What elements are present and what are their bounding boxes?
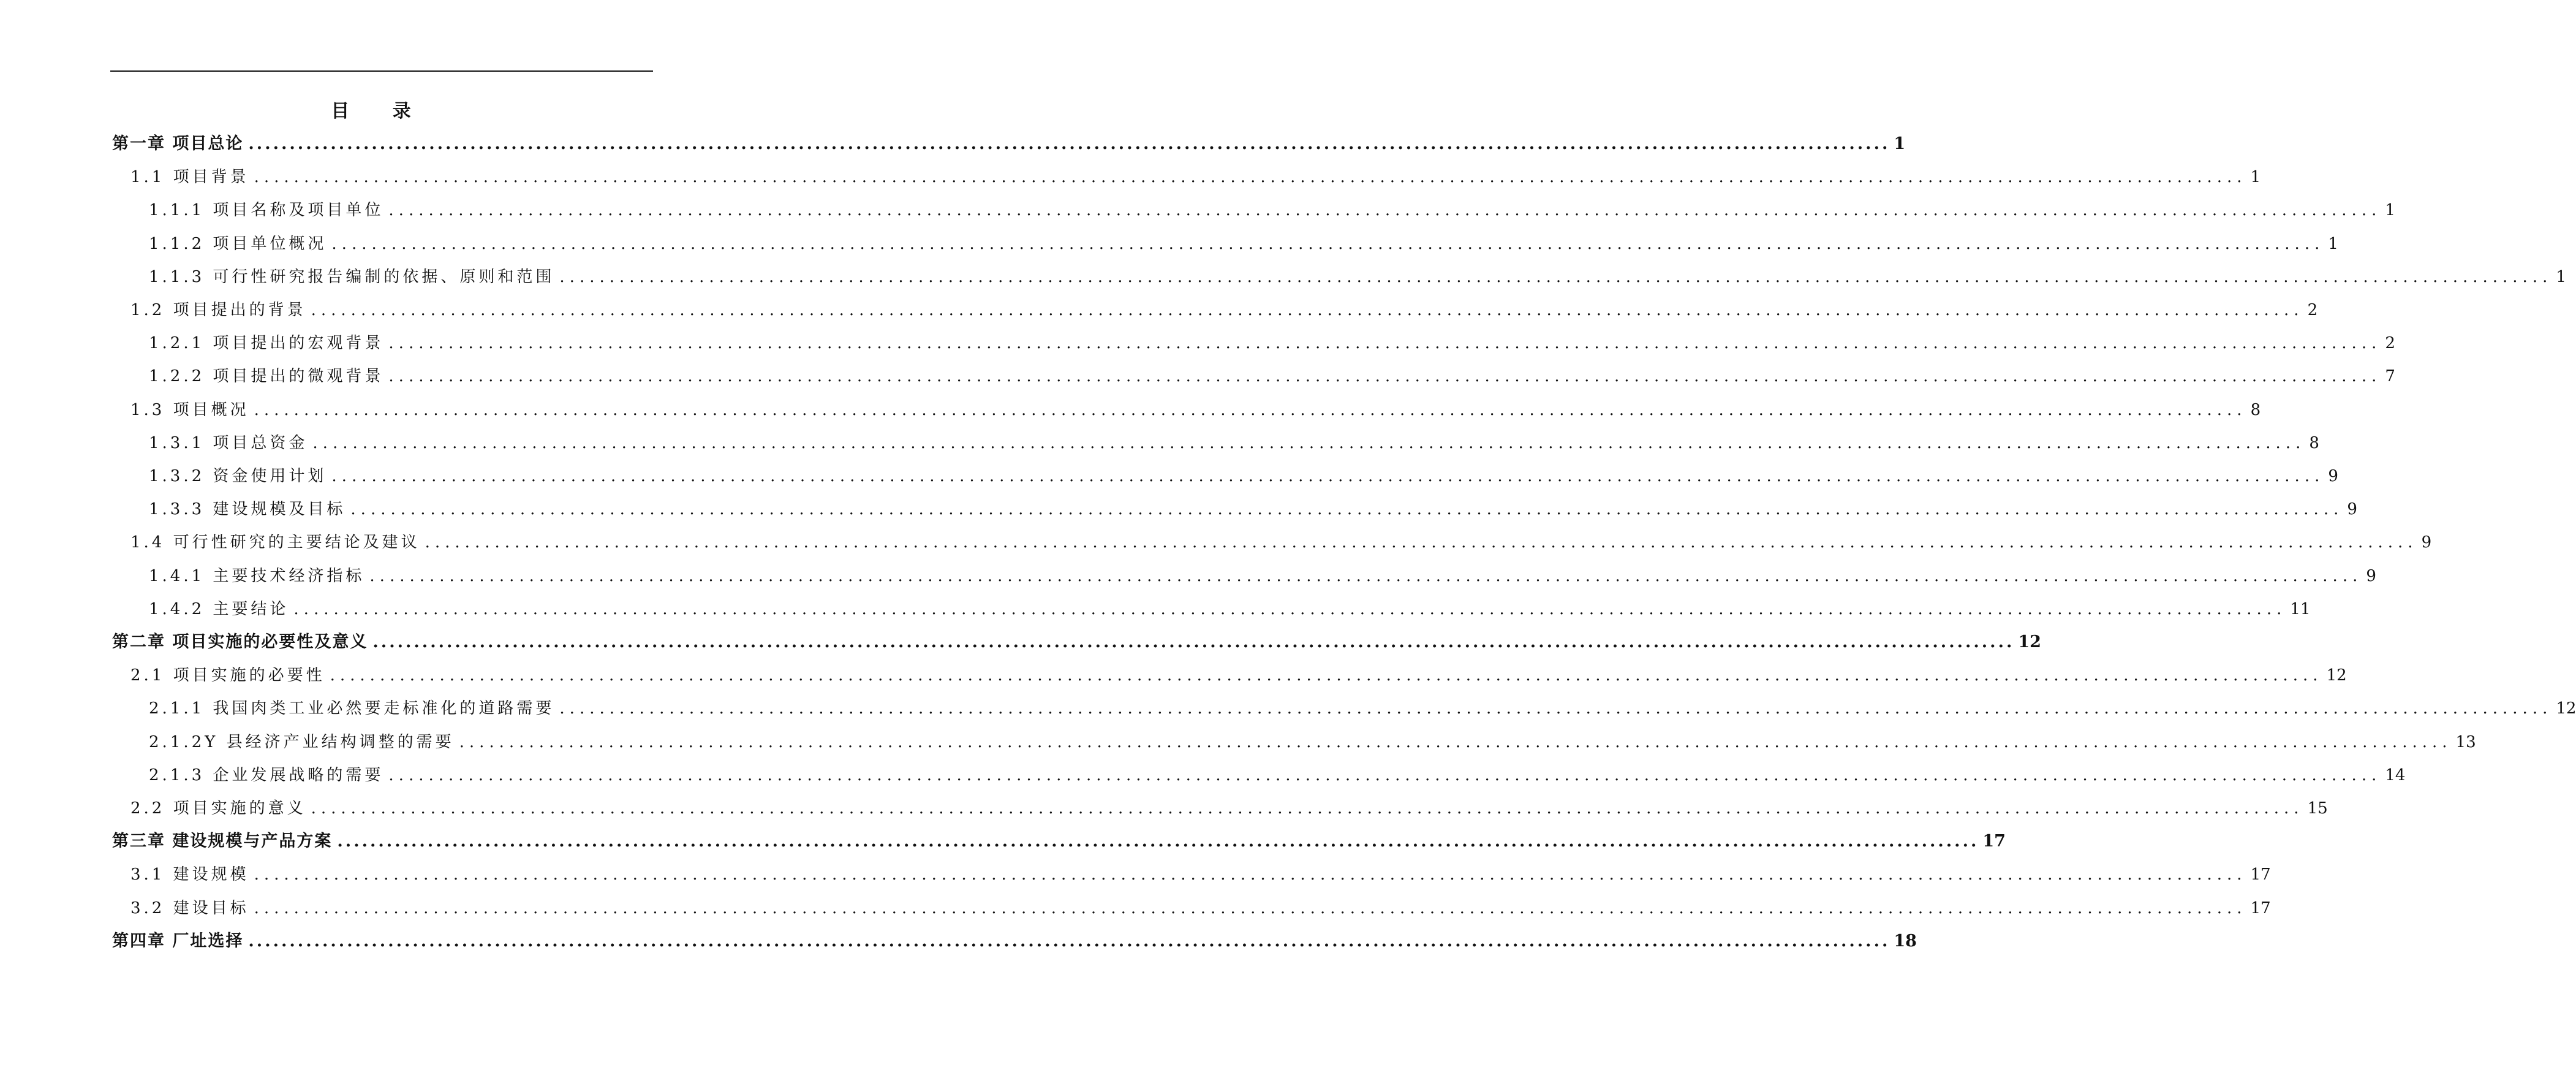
toc-dot-leader: ........................................................................................................................................................................................................ (254, 401, 2247, 419)
toc-entry-page: 9 (2421, 533, 2432, 552)
toc-entry-page: 7 (2385, 367, 2395, 386)
toc-entry-label: 1.4.2 主要结论 (149, 600, 289, 618)
toc-entry-page: 9 (2347, 500, 2357, 519)
toc-dot-leader: ........................................................................................................................................................................................................ (254, 865, 2247, 884)
toc-entry[interactable] (130, 297, 2318, 321)
toc-dot-leader: ........................................................................................................................................................................................................ (312, 434, 2306, 452)
toc-entry-label: 3.1 建设规模 (130, 865, 249, 884)
toc-entry-page: 8 (2250, 401, 2261, 419)
toc-dot-leader: ........................................................................................................................................................................................................ (311, 301, 2304, 319)
toc-dot-leader: ........................................................................................................................................................................................................ (331, 235, 2325, 253)
toc-dot-leader: ........................................................................................................................................................................................................ (388, 367, 2382, 386)
toc-entry-page: 9 (2366, 567, 2376, 585)
toc-entry-page: 12 (2018, 632, 2041, 651)
toc-entry[interactable] (130, 795, 2328, 819)
toc-entry-label: 1.3.2 资金使用计划 (149, 467, 327, 485)
toc-entry-page: 17 (1982, 832, 2006, 851)
toc-entry[interactable] (149, 762, 2406, 786)
toc-dot-leader: ........................................................................................................................................................................................................ (372, 632, 2015, 651)
toc-dot-leader: ........................................................................................................................................................................................................ (248, 134, 1890, 153)
toc-entry[interactable] (112, 828, 2006, 853)
toc-entry-page: 18 (1894, 932, 1917, 951)
toc-entry[interactable] (130, 895, 2271, 919)
toc-dot-leader: ........................................................................................................................................................................................................ (293, 600, 2287, 618)
toc-entry[interactable] (149, 463, 2338, 487)
toc-entry-label: 2.1.3 企业发展战略的需要 (149, 766, 384, 784)
toc-entry-page: 12 (2556, 699, 2576, 718)
toc-dot-leader: ........................................................................................................................................................................................................ (425, 533, 2418, 552)
toc-entry-label: 1.1 项目背景 (130, 168, 249, 186)
toc-entry-page: 17 (2250, 899, 2271, 917)
toc-dot-leader: ........................................................................................................................................................................................................ (388, 334, 2382, 352)
toc-entry[interactable] (149, 197, 2395, 221)
toc-entry-label: 1.3.1 项目总资金 (149, 434, 308, 452)
toc-entry-page: 1 (2250, 168, 2261, 186)
toc-entry-page: 13 (2455, 733, 2476, 751)
toc-dot-leader: ........................................................................................................................................................................................................ (388, 201, 2382, 219)
toc-entry-label: 2.1.2Y 县经济产业结构调整的需要 (149, 733, 455, 751)
toc-entry[interactable] (149, 430, 2319, 454)
toc-entry-page: 8 (2309, 434, 2319, 452)
toc-entry-label: 第四章 厂址选择 (112, 932, 244, 951)
toc-entry-label: 第一章 项目总论 (112, 134, 244, 153)
toc-entry[interactable] (149, 596, 2311, 620)
toc-dot-leader: ........................................................................................................................................................................................................ (254, 168, 2247, 186)
toc-entry-label: 1.4 可行性研究的主要结论及建议 (130, 533, 420, 552)
toc-dot-leader: ........................................................................................................................................................................................................ (254, 899, 2247, 917)
toc-entry-label: 1.1.1 项目名称及项目单位 (149, 201, 384, 219)
toc-entry-label: 2.2 项目实施的意义 (130, 799, 306, 818)
toc-entry-label: 第三章 建设规模与产品方案 (112, 832, 333, 851)
toc-entry-page: 9 (2328, 467, 2338, 485)
toc-entry[interactable] (130, 164, 2261, 188)
toc-entry-label: 2.1 项目实施的必要性 (130, 666, 325, 685)
toc-entry-page: 17 (2250, 865, 2271, 884)
toc-dot-leader: ........................................................................................................................................................................................................ (388, 766, 2382, 784)
toc-entry-label: 1.1.3 可行性研究报告编制的依据、原则和范围 (149, 268, 555, 286)
toc-entry-label: 1.3 项目概况 (130, 401, 249, 419)
toc-entry[interactable] (130, 529, 2432, 553)
toc-dot-leader: ........................................................................................................................................................................................................ (331, 467, 2325, 485)
toc-dot-leader: ........................................................................................................................................................................................................ (559, 268, 2553, 286)
toc-dot-leader: ........................................................................................................................................................................................................ (311, 799, 2304, 818)
toc-entry-label: 1.4.1 主要技术经济指标 (149, 567, 365, 585)
toc-entry[interactable] (149, 230, 2338, 255)
toc-entry-page: 2 (2385, 334, 2395, 352)
toc-dot-leader: ........................................................................................................................................................................................................ (248, 932, 1890, 951)
toc-title: 目 录 (331, 101, 429, 122)
toc-entry[interactable] (149, 496, 2357, 520)
toc-entry[interactable] (149, 563, 2376, 587)
toc-entry-page: 14 (2385, 766, 2406, 784)
toc-entry[interactable] (112, 928, 1917, 952)
toc-entry[interactable] (112, 629, 2041, 653)
toc-entry[interactable] (112, 131, 1906, 155)
toc-entry-label: 1.2.1 项目提出的宏观背景 (149, 334, 384, 352)
toc-entry-label: 3.2 建设目标 (130, 899, 249, 917)
toc-entry-page: 1 (2328, 235, 2338, 253)
toc-entry[interactable] (149, 330, 2395, 354)
toc-dot-leader: ........................................................................................................................................................................................................ (459, 733, 2452, 751)
toc-dot-leader: ........................................................................................................................................................................................................ (330, 666, 2323, 685)
toc-entry[interactable] (130, 397, 2261, 421)
toc-entry-label: 2.1.1 我国肉类工业必然要走标准化的道路需要 (149, 699, 555, 718)
toc-entry[interactable] (149, 264, 2566, 288)
toc-entry-page: 1 (2556, 268, 2566, 286)
toc-entry[interactable] (149, 363, 2395, 387)
toc-entry-label: 1.1.2 项目单位概况 (149, 235, 327, 253)
header-rule (110, 70, 653, 72)
toc-entry-page: 12 (2326, 666, 2347, 685)
toc-entry-page: 15 (2307, 799, 2328, 818)
toc-dot-leader: ........................................................................................................................................................................................................ (559, 699, 2553, 718)
toc-entry-label: 第二章 项目实施的必要性及意义 (112, 632, 368, 651)
toc-entry[interactable] (149, 695, 2576, 720)
toc-entry-page: 1 (2385, 201, 2395, 219)
toc-entry-label: 1.3.3 建设规模及目标 (149, 500, 346, 519)
toc-entry[interactable] (130, 662, 2347, 686)
toc-entry-label: 1.2 项目提出的背景 (130, 301, 306, 319)
toc-dot-leader: ........................................................................................................................................................................................................ (350, 500, 2344, 519)
toc-entry-page: 2 (2307, 301, 2318, 319)
toc-entry[interactable] (149, 729, 2476, 753)
toc-entry[interactable] (130, 861, 2271, 886)
toc-entry-page: 11 (2290, 600, 2311, 618)
toc-dot-leader: ........................................................................................................................................................................................................ (369, 567, 2363, 585)
toc-dot-leader: ........................................................................................................................................................................................................ (337, 832, 1979, 851)
toc-entry-page: 1 (1894, 134, 1906, 153)
toc-entry-label: 1.2.2 项目提出的微观背景 (149, 367, 384, 386)
